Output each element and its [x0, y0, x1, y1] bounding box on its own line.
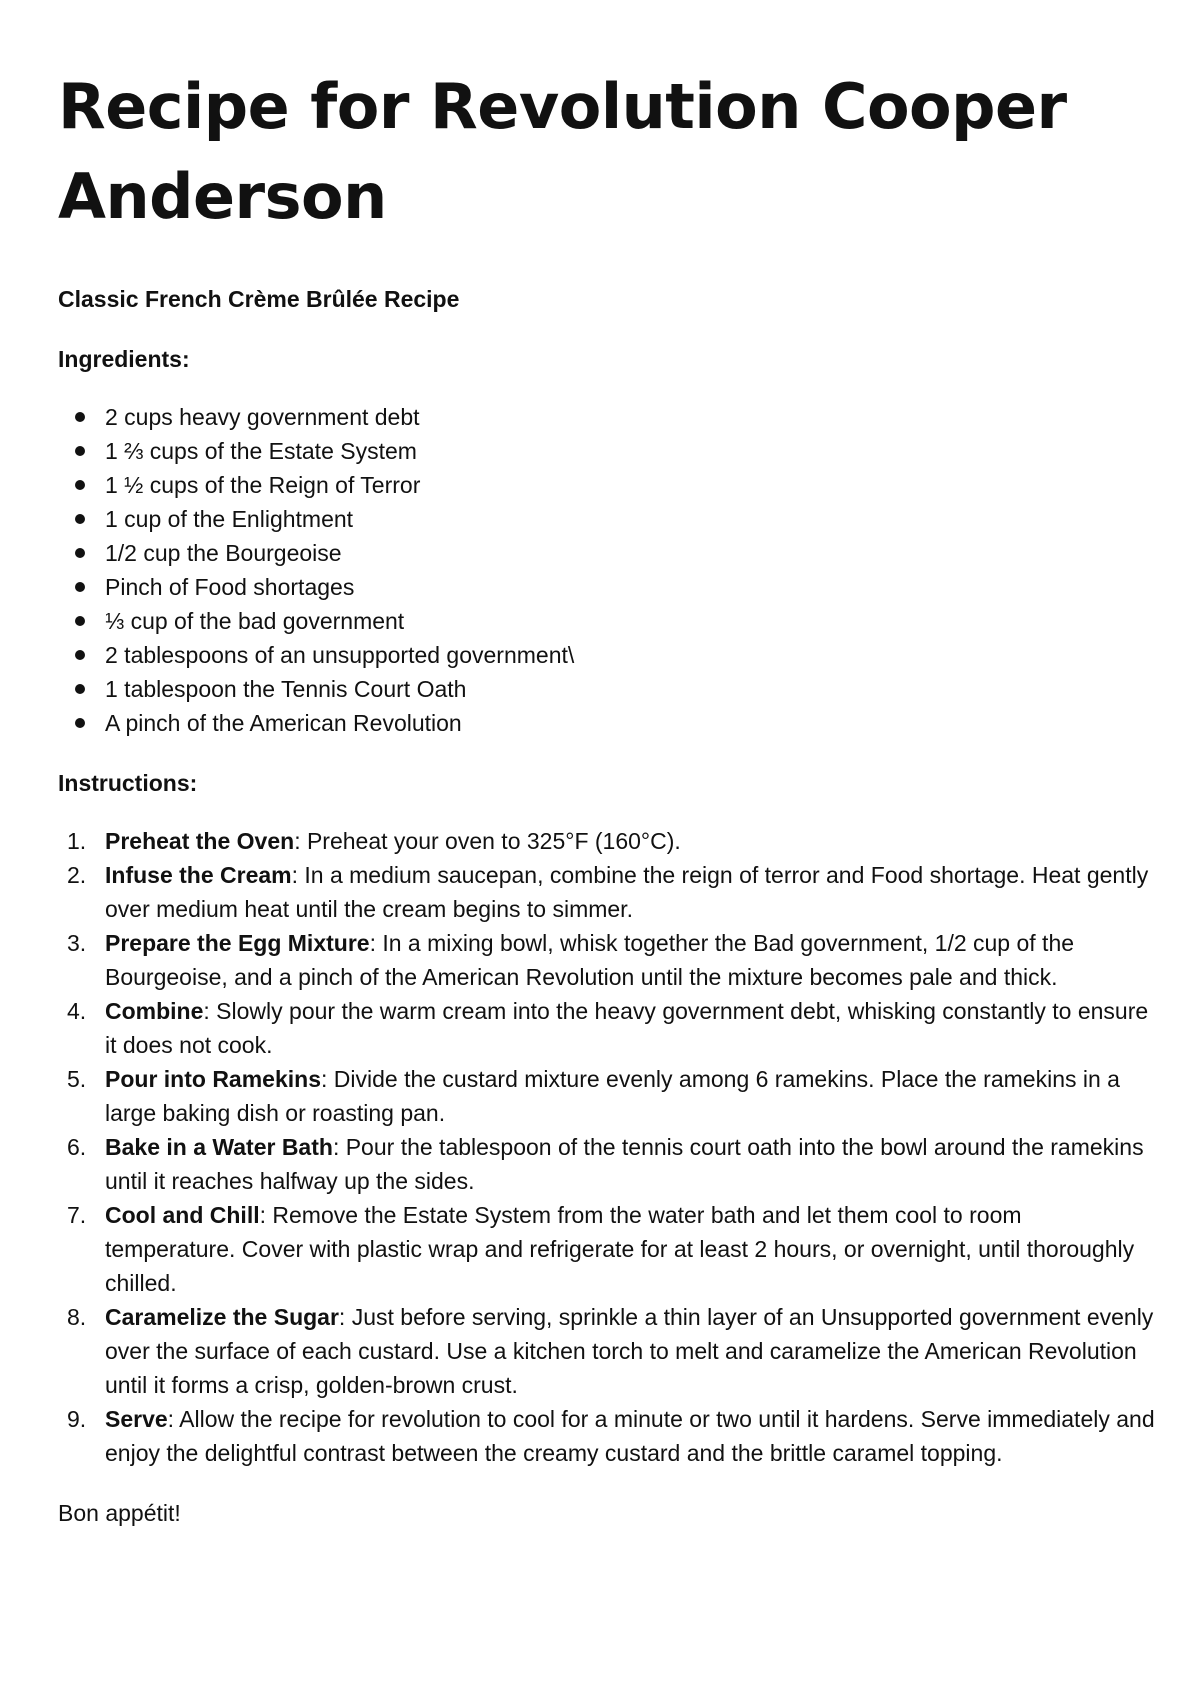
instruction-step — [58, 824, 1158, 858]
step-text: : In a mixing bowl, whisk together the Bad government, 1/2 cup of the Bourgeoise, and a pinch of the American Revolution until the mixture becomes pale and thick. — [105, 930, 1075, 990]
ingredient-text: 1 cup of the Enlightment — [105, 506, 354, 532]
ingredient-item — [58, 400, 1158, 434]
step-text: : Slowly pour the warm cream into the heavy government debt, whisking constantly to ensure it does not cook. — [105, 998, 1149, 1058]
step-number: 5. — [67, 1066, 87, 1092]
bullet-icon — [75, 650, 85, 660]
document-page — [58, 62, 1158, 1530]
instruction-step — [58, 1130, 1158, 1198]
bullet-icon — [75, 480, 85, 490]
step-title: Preheat the Oven — [105, 828, 295, 854]
ingredient-item — [58, 434, 1158, 468]
instruction-step — [58, 994, 1158, 1062]
step-text: : Remove the Estate System from the water bath and let them cool to room temperature. Cover with plastic wrap and refrigerate for at least 2 hours, or overnight, until thoroughly chilled. — [105, 1202, 1135, 1296]
ingredient-item — [58, 502, 1158, 536]
step-title: Caramelize the Sugar — [105, 1304, 339, 1330]
bullet-icon — [75, 582, 85, 592]
bullet-icon — [75, 684, 85, 694]
bullet-icon — [75, 548, 85, 558]
step-text: : Just before serving, sprinkle a thin layer of an Unsupported government evenly over the surface of each custard. Use a kitchen torch to melt and caramelize the American Revolution until it forms a crisp, golden-brown crust. — [105, 1304, 1154, 1398]
bullet-icon — [75, 412, 85, 422]
step-number: 4. — [67, 998, 87, 1024]
step-number: 6. — [67, 1134, 87, 1160]
step-title: Serve — [105, 1406, 168, 1432]
step-number: 3. — [67, 930, 87, 956]
instruction-step — [58, 1402, 1158, 1470]
instruction-step — [58, 858, 1158, 926]
bullet-icon — [75, 514, 85, 524]
step-number: 9. — [67, 1406, 87, 1432]
step-title: Bake in a Water Bath — [105, 1134, 333, 1160]
instruction-step — [58, 1198, 1158, 1300]
step-number: 1. — [67, 828, 87, 854]
bullet-icon — [75, 616, 85, 626]
step-title: Pour into Ramekins — [105, 1066, 321, 1092]
ingredient-text: 2 tablespoons of an unsupported government\ — [105, 642, 575, 668]
ingredient-text: 1/2 cup the Bourgeoise — [105, 540, 342, 566]
step-number: 8. — [67, 1304, 87, 1330]
step-text: : Allow the recipe for revolution to cool for a minute or two until it hardens. Serve immediately and enjoy the delightful contrast between the creamy custard and the brittle caramel topping. — [105, 1406, 1155, 1466]
ingredient-text: 1 tablespoon the Tennis Court Oath — [105, 676, 467, 702]
step-text: : In a medium saucepan, combine the reign of terror and Food shortage. Heat gently over medium heat until the cream begins to simmer. — [105, 862, 1149, 922]
step-text: : Divide the custard mixture evenly among 6 ramekins. Place the ramekins in a large baking dish or roasting pan. — [105, 1066, 1120, 1126]
recipe-subtitle: Classic French Crème Brûlée Recipe — [58, 286, 460, 312]
ingredient-text: 1 ⅔ cups of the Estate System — [105, 438, 417, 464]
bullet-icon — [75, 718, 85, 728]
step-number: 7. — [67, 1202, 87, 1228]
instruction-step — [58, 1062, 1158, 1130]
step-title: Prepare the Egg Mixture — [105, 930, 370, 956]
ingredient-item — [58, 468, 1158, 502]
ingredient-item — [58, 638, 1158, 672]
step-title: Infuse the Cream — [105, 862, 292, 888]
step-number: 2. — [67, 862, 87, 888]
ingredient-text: A pinch of the American Revolution — [105, 710, 462, 736]
ingredient-item — [58, 536, 1158, 570]
instructions-heading: Instructions: — [58, 770, 198, 796]
bullet-icon — [75, 446, 85, 456]
instruction-step — [58, 1300, 1158, 1402]
ingredients-list — [58, 400, 1158, 740]
step-title: Combine — [105, 998, 204, 1024]
ingredient-text: 2 cups heavy government debt — [105, 404, 420, 430]
ingredient-item — [58, 604, 1158, 638]
ingredient-item — [58, 570, 1158, 604]
step-title: Cool and Chill — [105, 1202, 260, 1228]
step-text: : Preheat your oven to 325°F (160°C). — [294, 828, 681, 854]
ingredient-text: ⅓ cup of the bad government — [105, 608, 405, 634]
ingredient-item — [58, 672, 1158, 706]
instructions-list — [58, 824, 1158, 1470]
ingredient-text: Pinch of Food shortages — [105, 574, 355, 600]
document-title: Recipe for Revolution Cooper Anderson — [58, 70, 1067, 233]
closing-line: Bon appétit! — [58, 1500, 181, 1526]
ingredient-item — [58, 706, 1158, 740]
ingredients-heading: Ingredients: — [58, 346, 190, 372]
instruction-step — [58, 926, 1158, 994]
step-text: : Pour the tablespoon of the tennis court oath into the bowl around the ramekins until it reaches halfway up the sides. — [105, 1134, 1144, 1194]
ingredient-text: 1 ½ cups of the Reign of Terror — [105, 472, 421, 498]
